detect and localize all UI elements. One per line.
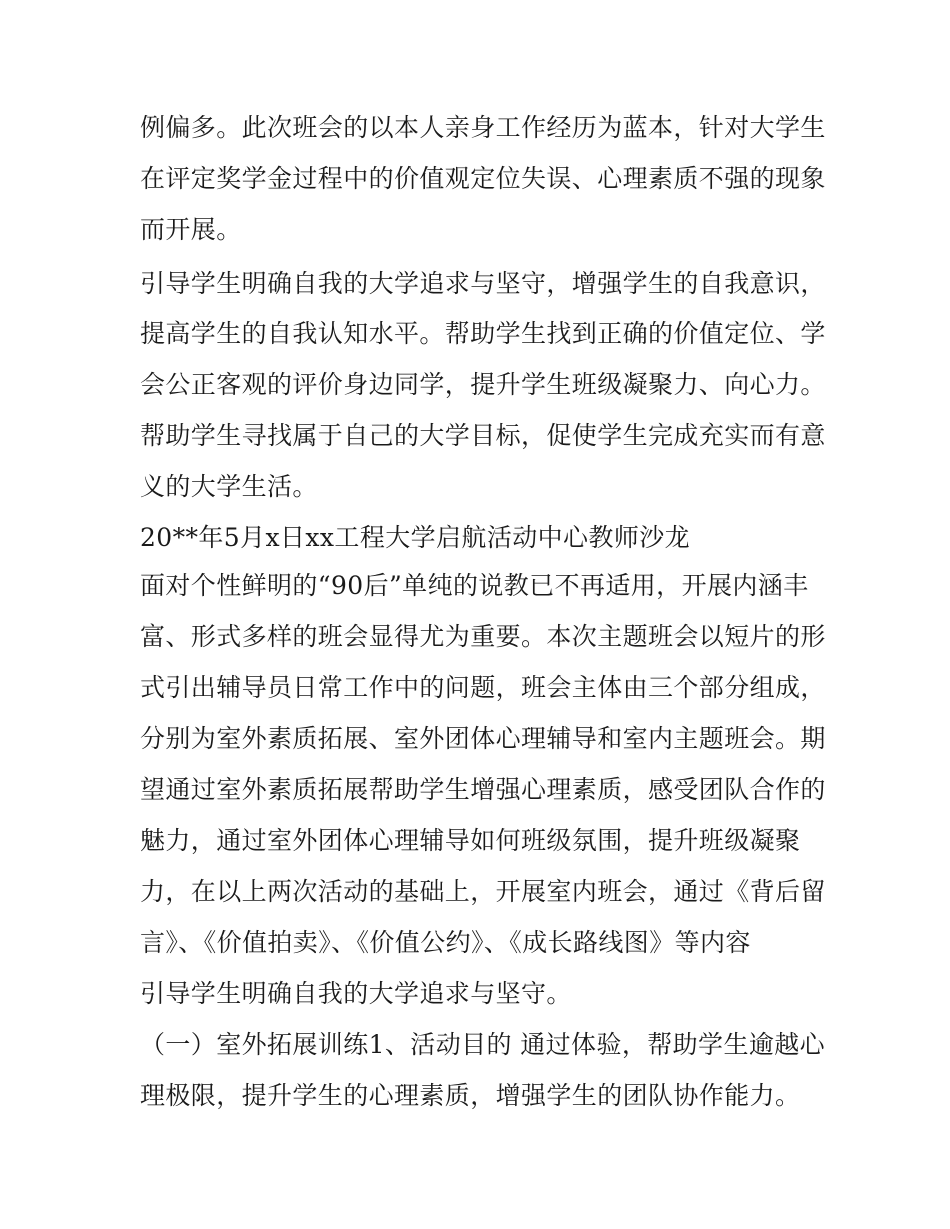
text-line: 例偏多。此次班会的以本人亲身工作经历为蓝本，针对大学生 — [140, 113, 826, 142]
text-line: 引导学生明确自我的大学追求与坚守，增强学生的自我意识， — [140, 269, 826, 298]
text-line: 分别为室外素质拓展、室外团体心理辅导和室内主题班会。期 — [140, 724, 826, 753]
text-line: 魅力，通过室外团体心理辅导如何班级氛围，提升班级凝聚 — [140, 826, 801, 855]
text-line: 帮助学生寻找属于自己的大学目标，促使学生完成充实而有意 — [140, 421, 826, 450]
text-line: 义的大学生活。 — [140, 472, 318, 501]
text-line: 望通过室外素质拓展帮助学生增强心理素质，感受团队合作的 — [140, 775, 826, 804]
text-line: 富、形式多样的班会显得尤为重要。本次主题班会以短片的形 — [140, 622, 826, 651]
text-line: 而开展。 — [140, 215, 242, 244]
text-line: 在评定奖学金过程中的价值观定位失误、心理素质不强的现象 — [140, 164, 826, 193]
text-line: 理极限，提升学生的心理素质，增强学生的团队协作能力。 — [140, 1081, 801, 1110]
text-line: 引导学生明确自我的大学追求与坚守。 — [140, 979, 572, 1008]
text-line: 20**年5月x日xx工程大学启航活动中心教师沙龙 — [140, 523, 691, 552]
text-line: 力，在以上两次活动的基础上，开展室内班会，通过《背后留 — [140, 877, 826, 906]
text-line: 式引出辅导员日常工作中的问题，班会主体由三个部分组成， — [140, 673, 826, 702]
text-line: （一）室外拓展训练1、活动目的 通过体验，帮助学生逾越心 — [140, 1030, 826, 1059]
text-line: 言》、《价值拍卖》、《价值公约》、《成长路线图》等内容 — [140, 928, 751, 957]
text-line: 提高学生的自我认知水平。帮助学生找到正确的价值定位、学 — [140, 319, 826, 348]
text-line: 会公正客观的评价身边同学，提升学生班级凝聚力、向心力。 — [140, 370, 826, 399]
text-line: 面对个性鲜明的“90后”单纯的说教已不再适用，开展内涵丰 — [140, 571, 809, 600]
